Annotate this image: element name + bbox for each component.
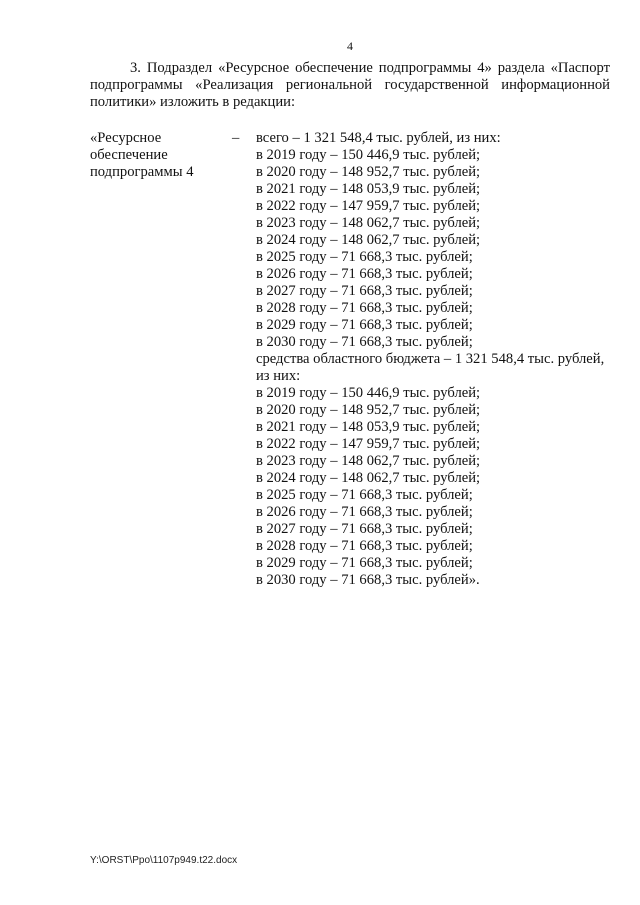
value-line: в 2027 году – 71 668,3 тыс. рублей; bbox=[256, 521, 473, 537]
value-line: в 2020 году – 148 952,7 тыс. рублей; bbox=[256, 402, 481, 418]
label-line-2: обеспечение bbox=[90, 147, 168, 163]
value-line: в 2028 году – 71 668,3 тыс. рублей; bbox=[256, 300, 473, 316]
value-line: в 2022 году – 147 959,7 тыс. рублей; bbox=[256, 198, 481, 214]
value-line: в 2026 году – 71 668,3 тыс. рублей; bbox=[256, 266, 473, 282]
value-line: в 2024 году – 148 062,7 тыс. рублей; bbox=[256, 470, 481, 486]
value-line: в 2021 году – 148 053,9 тыс. рублей; bbox=[256, 181, 481, 197]
value-line: в 2026 году – 71 668,3 тыс. рублей; bbox=[256, 504, 473, 520]
value-line: в 2025 году – 71 668,3 тыс. рублей; bbox=[256, 487, 473, 503]
value-line: из них: bbox=[256, 368, 301, 384]
value-line: в 2023 году – 148 062,7 тыс. рублей; bbox=[256, 215, 481, 231]
intro-line-2: подпрограммы «Реализация региональной государственной информационной bbox=[90, 77, 610, 93]
intro-paragraph bbox=[90, 60, 610, 111]
value-line: в 2030 году – 71 668,3 тыс. рублей». bbox=[256, 572, 480, 588]
value-line: в 2019 году – 150 446,9 тыс. рублей; bbox=[256, 385, 481, 401]
value-line: в 2025 году – 71 668,3 тыс. рублей; bbox=[256, 249, 473, 265]
value-line: в 2027 году – 71 668,3 тыс. рублей; bbox=[256, 283, 473, 299]
value-line: в 2021 году – 148 053,9 тыс. рублей; bbox=[256, 419, 481, 435]
page-number: 4 bbox=[347, 39, 353, 53]
file-path-footer: Y:\ORST\Ppo\1107p949.t22.docx bbox=[90, 855, 238, 866]
intro-line-3: политики» изложить в редакции: bbox=[90, 94, 296, 110]
value-line: в 2019 году – 150 446,9 тыс. рублей; bbox=[256, 147, 481, 163]
label-dash: – bbox=[232, 130, 240, 146]
value-line: в 2020 году – 148 952,7 тыс. рублей; bbox=[256, 164, 481, 180]
resource-values bbox=[256, 130, 616, 589]
value-line: в 2029 году – 71 668,3 тыс. рублей; bbox=[256, 317, 473, 333]
value-line: в 2024 году – 148 062,7 тыс. рублей; bbox=[256, 232, 481, 248]
value-line: в 2029 году – 71 668,3 тыс. рублей; bbox=[256, 555, 473, 571]
resource-label bbox=[90, 130, 230, 181]
label-line-1: «Ресурсное bbox=[90, 130, 162, 146]
label-line-3: подпрограммы 4 bbox=[90, 164, 194, 180]
value-line: всего – 1 321 548,4 тыс. рублей, из них: bbox=[256, 130, 501, 146]
value-line: средства областного бюджета – 1 321 548,4 тыс. рублей, bbox=[256, 351, 605, 367]
value-line: в 2022 году – 147 959,7 тыс. рублей; bbox=[256, 436, 481, 452]
intro-line-1: 3. Подраздел «Ресурсное обеспечение подпрограммы 4» раздела «Паспорт bbox=[130, 60, 610, 76]
value-line: в 2023 году – 148 062,7 тыс. рублей; bbox=[256, 453, 481, 469]
value-line: в 2028 году – 71 668,3 тыс. рублей; bbox=[256, 538, 473, 554]
value-line: в 2030 году – 71 668,3 тыс. рублей; bbox=[256, 334, 473, 350]
